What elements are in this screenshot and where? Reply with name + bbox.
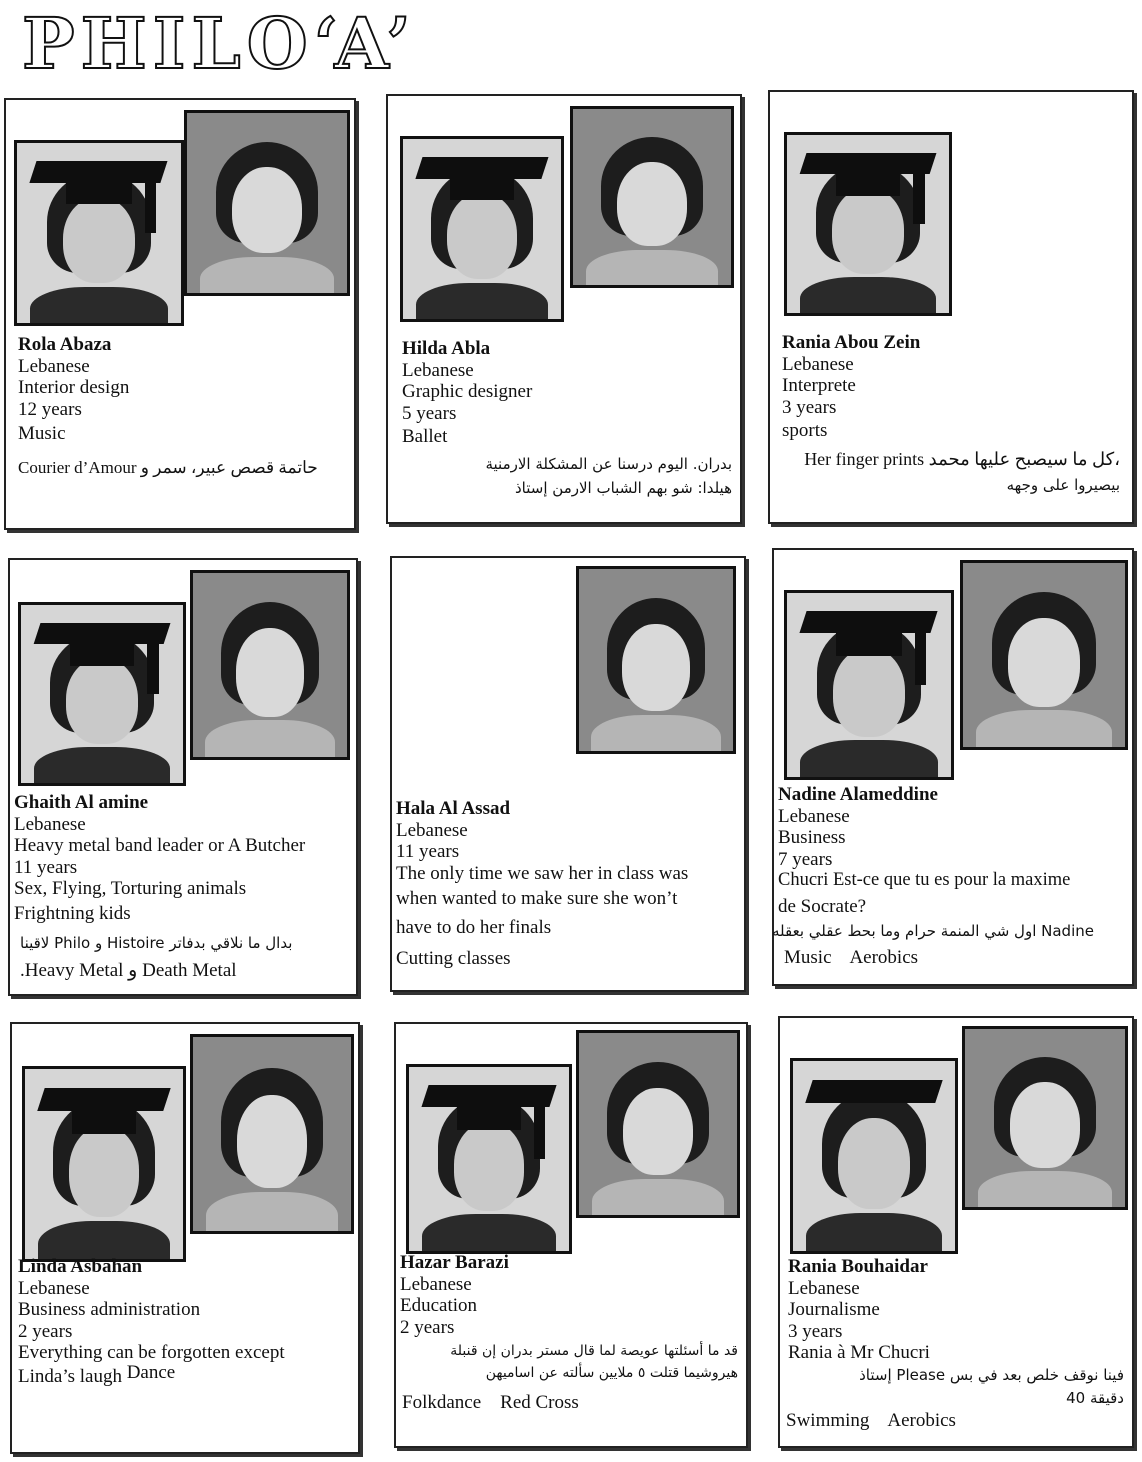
student-card-hazar-barazi [394, 1022, 748, 1448]
student-field: Interprete [782, 375, 856, 396]
student-years: 11 years [14, 856, 78, 878]
student-quote [450, 1340, 738, 1384]
quote-line: هيروشيما قتلت ٥ ملايين سألته عن اساميهن [485, 1365, 738, 1381]
graduation-photo [14, 140, 184, 326]
student-card-linda-asbahan [10, 1022, 360, 1454]
student-info [18, 1256, 285, 1387]
student-nationality: Lebanese [788, 1277, 860, 1299]
student-detail: Sex, Flying, Torturing animals [14, 878, 247, 899]
student-info [788, 1256, 930, 1364]
student-years: 2 years [18, 1320, 73, 1342]
student-hobby: Folkdance Red Cross [402, 1392, 579, 1413]
student-nationality: Lebanese [402, 359, 474, 381]
student-card-rola-abaza [4, 98, 356, 530]
student-name: Hazar Barazi [400, 1252, 509, 1273]
student-detail-text: Linda’s laugh [18, 1365, 122, 1387]
quote-line: Her finger prints كل ما سيصبح عليها محمد، [804, 449, 1120, 469]
student-quote [485, 452, 732, 500]
graduation-photo [790, 1058, 958, 1254]
student-name: Linda Asbahan [18, 1256, 143, 1277]
student-nationality: Lebanese [782, 353, 854, 375]
student-quote [859, 1364, 1124, 1410]
student-name: Nadine Alameddine [778, 784, 938, 805]
student-info [400, 1252, 509, 1338]
student-nationality: Lebanese [18, 355, 90, 377]
student-card-nadine-alameddine [772, 548, 1134, 986]
quote-line: إستاذ Please فينا نوقف خلص بعد في بس [859, 1366, 1124, 1384]
student-detail: have to do her finals [396, 916, 552, 938]
graduation-photo [18, 602, 186, 786]
quote-line: بدال ما نلاقي بدفاتر Histoire و Philo لاقينا [20, 934, 293, 952]
quote-line: قد ما أسئلتها عويصة لما قال مستر بدران إن قنبلة [450, 1343, 738, 1359]
student-hobby: Music [18, 423, 66, 444]
childhood-photo [190, 1034, 354, 1234]
student-field: Education [400, 1295, 478, 1316]
student-hobby: Cutting classes [396, 948, 511, 969]
student-detail [18, 1361, 285, 1388]
student-detail: when wanted to make sure she won’t [396, 888, 678, 909]
student-quote [804, 446, 1120, 498]
student-field: Journalisme [788, 1299, 880, 1320]
student-info [782, 332, 920, 442]
student-field: Interior design [18, 377, 130, 398]
student-detail: Chucri Est-ce que tu es pour la maxime [778, 870, 1071, 890]
student-quote: Courier d’Amour حاتمة قصص عبير، سمر و [18, 457, 318, 477]
student-name: Rola Abaza [18, 334, 112, 355]
student-info [14, 792, 305, 924]
student-years: 11 years [396, 841, 460, 862]
student-detail: Everything can be forgotten except [18, 1342, 285, 1363]
childhood-photo [576, 1030, 740, 1218]
childhood-photo [960, 560, 1128, 750]
quote-line: 40 دقيقة [1066, 1389, 1124, 1407]
graduation-photo [400, 136, 564, 322]
student-detail: Frightning kids [14, 902, 131, 924]
graduation-photo [784, 590, 954, 780]
quote-line: بدران. اليوم درسنا عن المشكلة الارمنية [485, 455, 732, 473]
student-nationality: Lebanese [778, 805, 850, 827]
student-name: Rania Bouhaidar [788, 1256, 928, 1277]
graduation-photo [22, 1066, 186, 1262]
student-detail: The only time we saw her in class was [396, 862, 689, 884]
student-card-hilda-abla [386, 94, 742, 524]
student-years: 7 years [778, 848, 833, 870]
student-card-hala-al-assad [390, 556, 746, 992]
student-quote [20, 930, 292, 984]
student-nationality: Lebanese [14, 813, 86, 835]
student-name: Ghaith Al amine [14, 792, 149, 813]
student-info [396, 798, 688, 970]
student-years: 12 years [18, 398, 82, 420]
student-quote: اول شي المنمة حرام وما بحط عقلي بعقله Nadine [772, 922, 1094, 940]
student-name: Hala Al Assad [396, 798, 511, 819]
student-hobby: sports [782, 420, 828, 441]
quote-line: هيلدا: شو بهم الشباب الارمن إستاذ [515, 479, 732, 497]
student-years: 3 years [788, 1320, 843, 1342]
childhood-photo [962, 1026, 1128, 1210]
student-name: Rania Abou Zein [782, 332, 921, 353]
student-info [772, 784, 1094, 968]
student-field: Heavy metal band leader or A Butcher [14, 835, 306, 856]
student-years: 2 years [400, 1316, 455, 1338]
student-nationality: Lebanese [18, 1277, 90, 1299]
student-years: 3 years [782, 396, 837, 418]
student-detail: de Socrate? [778, 895, 867, 917]
student-detail: Rania à Mr Chucri [788, 1342, 930, 1363]
student-years: 5 years [402, 402, 457, 424]
childhood-photo [570, 106, 734, 288]
student-info [402, 338, 532, 448]
student-hobby: Ballet [402, 426, 448, 447]
childhood-photo [190, 570, 350, 760]
student-info [18, 334, 318, 478]
quote-line: بيصيروا على وجهه [1006, 476, 1120, 494]
student-name: Hilda Abla [402, 338, 491, 359]
childhood-photo [184, 110, 350, 296]
student-card-rania-bouhaidar [778, 1016, 1134, 1448]
student-nationality: Lebanese [396, 819, 468, 841]
graduation-photo [406, 1064, 572, 1254]
student-hobby: Music Aerobics [784, 946, 919, 968]
student-nationality: Lebanese [400, 1273, 472, 1295]
page-title: PHILO‘A’ [22, 2, 417, 85]
student-field: Business administration [18, 1299, 201, 1320]
student-card-ghaith-al-amine [8, 558, 358, 996]
student-card-rania-abou-zein [768, 90, 1134, 524]
student-field: Business [778, 827, 846, 848]
student-field: Graphic designer [402, 381, 533, 402]
quote-line: .Heavy Metal و Death Metal [20, 960, 237, 981]
childhood-photo [576, 566, 736, 754]
graduation-photo [784, 132, 952, 316]
student-hobby: Swimming Aerobics [786, 1410, 956, 1431]
student-hobby: Dance [126, 1361, 176, 1383]
